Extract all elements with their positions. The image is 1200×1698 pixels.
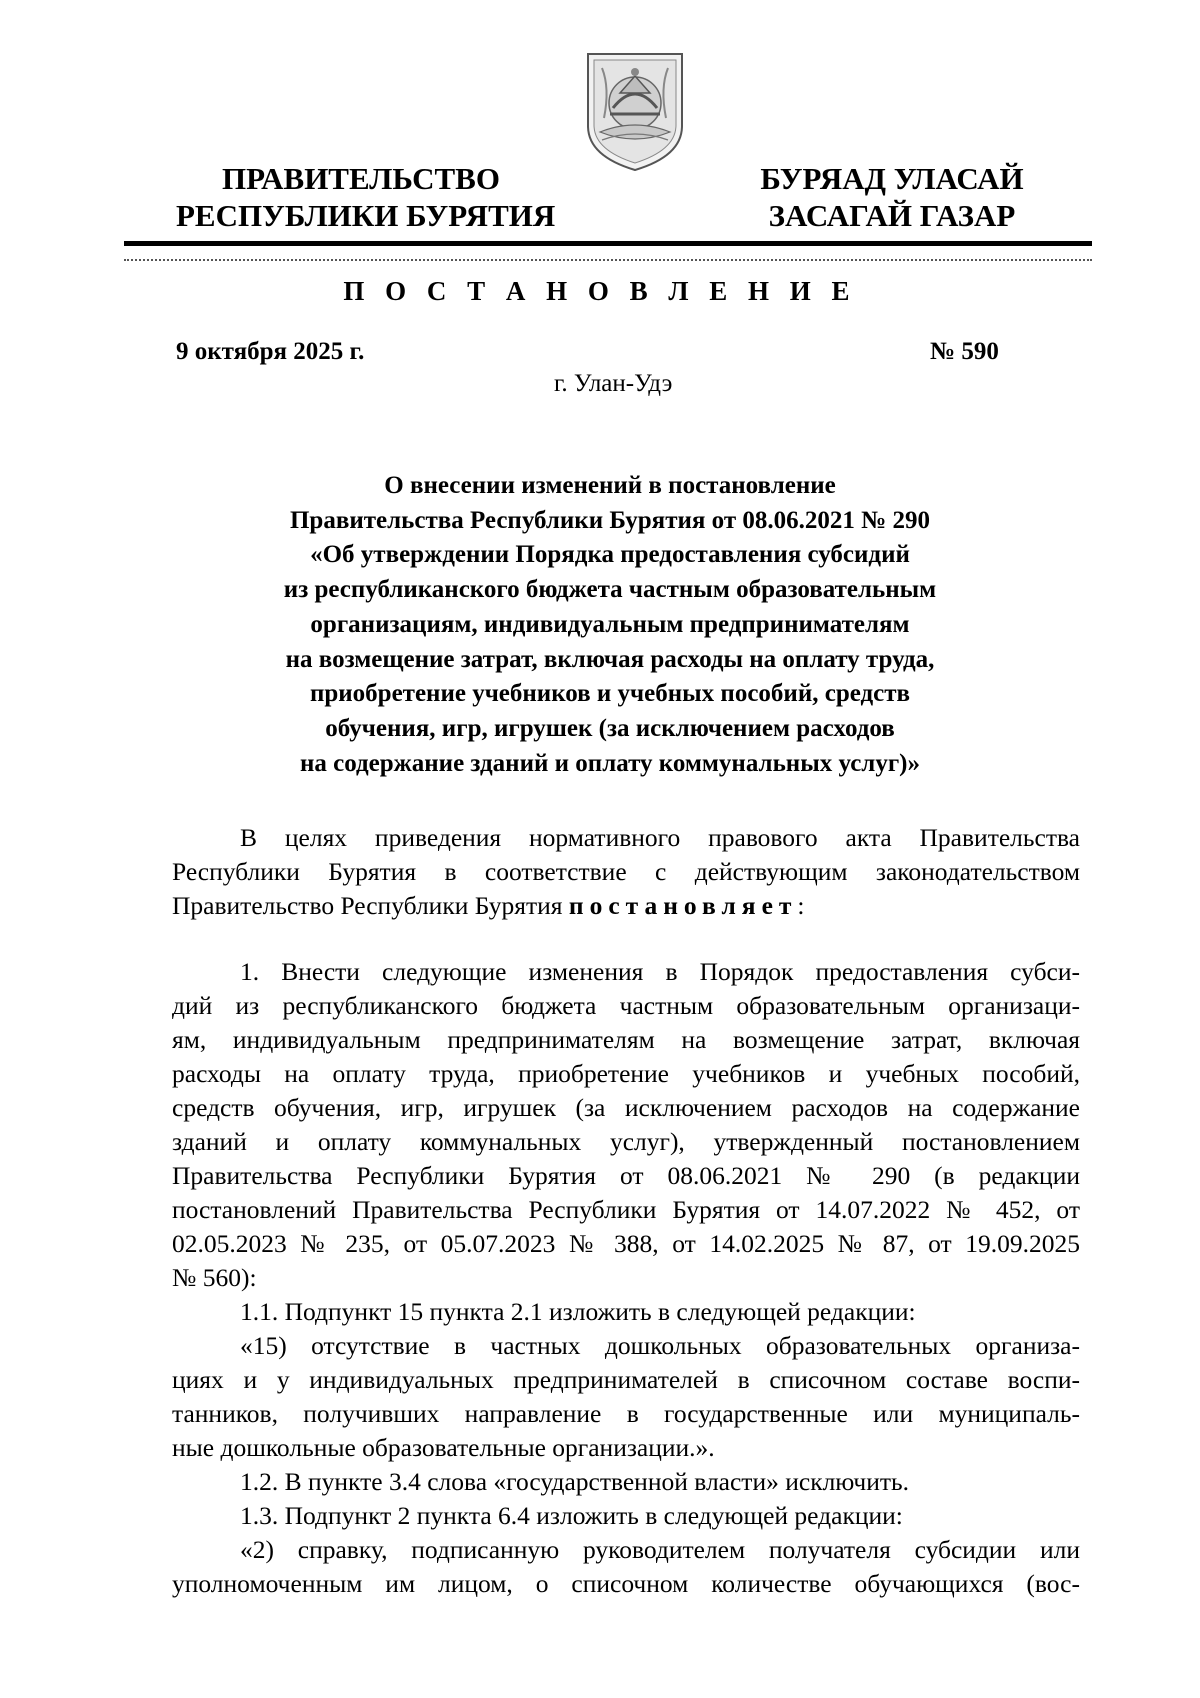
preamble-line: Республики Бурятия в соответствие с действующим законодательством <box>172 857 1080 886</box>
body-line: 1.1. Подпункт 15 пункта 2.1 изложить в следующей редакции: <box>240 1297 916 1326</box>
title-line: обучения, игр, игрушек (за исключением расходов <box>325 714 895 742</box>
resolves-keyword: постановляет <box>568 891 798 920</box>
preamble-line <box>172 889 1080 923</box>
body-line: ям, индивидуальным предпринимателям на возмещение затрат, включая <box>172 1025 1080 1054</box>
body-line: «2) справку, подписанную руководителем получателя субсидии или <box>240 1535 1080 1564</box>
body-line: уполномоченным им лицом, о списочном количестве обучающихся (вос- <box>172 1569 1080 1598</box>
body-line: 1. Внести следующие изменения в Порядок предоставления субси- <box>240 957 1080 986</box>
body-line: 1.3. Подпункт 2 пункта 6.4 изложить в следующей редакции: <box>240 1501 903 1530</box>
body-line: дий из республиканского бюджета частным образовательным организаци- <box>172 991 1080 1020</box>
preamble-colon: : <box>797 891 805 920</box>
title-line: приобретение учебников и учебных пособий, средств <box>309 680 911 708</box>
preamble-paragraph <box>172 821 1080 923</box>
body-line: зданий и оплату коммунальных услуг), утвержденный постановлением <box>172 1127 1080 1156</box>
header-divider-thick <box>124 241 1092 246</box>
body-line: «15) отсутствие в частных дошкольных образовательных организа- <box>240 1331 1080 1360</box>
title-line: Правительства Республики Бурятия от 08.06.2021 № 290 <box>289 506 930 534</box>
body-line: 1.2. В пункте 3.4 слова «государственной власти» исключить. <box>240 1467 910 1496</box>
preamble-text: Правительство Республики Бурятия <box>172 891 563 920</box>
org-name-line: ЗАСАГАЙ ГАЗАР <box>768 198 1016 233</box>
title-line: на содержание зданий и оплату коммунальных услуг)» <box>299 749 921 777</box>
document-type: П О С Т А Н О В Л Е Н И Е <box>343 276 857 306</box>
document-city: г. Улан-Удэ <box>554 370 673 397</box>
body-line: постановлений Правительства Республики Бурятия от 14.07.2022 № 452, от <box>172 1195 1080 1224</box>
header-divider-thin <box>124 259 1092 261</box>
document-title <box>140 469 1080 781</box>
org-name-russian <box>176 160 556 234</box>
body-line: ные дошкольные образовательные организации.». <box>172 1433 715 1462</box>
body-line: средств обучения, игр, игрушек (за исключением расходов на содержание <box>172 1093 1080 1122</box>
document-date: 9 октября 2025 г. <box>176 338 365 365</box>
org-name-line: БУРЯАД УЛАСАЙ <box>760 161 1024 196</box>
body-line: расходы на оплату труда, приобретение учебников и учебных пособий, <box>172 1059 1080 1088</box>
title-line: «Об утверждении Порядка предоставления субсидий <box>310 541 910 569</box>
title-line: организациям, индивидуальным предпринимателям <box>310 610 910 638</box>
org-name-line: ПРАВИТЕЛЬСТВО <box>222 161 500 196</box>
document-number: № 590 <box>930 338 999 365</box>
title-line: на возмещение затрат, включая расходы на оплату труда, <box>285 645 935 673</box>
title-line: О внесении изменений в постановление <box>384 472 836 499</box>
body-text <box>172 955 1080 1601</box>
body-line: танников, получивших направление в государственные или муниципаль- <box>172 1399 1080 1428</box>
title-line: из республиканского бюджета частным образовательным <box>283 576 937 604</box>
body-line: 02.05.2023 № 235, от 05.07.2023 № 388, от 14.02.2025 № 87, от 19.09.2025 <box>172 1229 1080 1258</box>
body-line: Правительства Республики Бурятия от 08.06.2021 № 290 (в редакции <box>172 1161 1080 1190</box>
body-line: № 560): <box>172 1263 257 1292</box>
coat-of-arms-icon <box>580 48 690 174</box>
org-name-line: РЕСПУБЛИКИ БУРЯТИЯ <box>176 198 556 233</box>
org-name-buryat <box>742 160 1042 234</box>
preamble-line: В целях приведения нормативного правового акта Правительства <box>240 823 1080 852</box>
body-line: циях и у индивидуальных предпринимателей в списочном составе воспи- <box>172 1365 1080 1394</box>
